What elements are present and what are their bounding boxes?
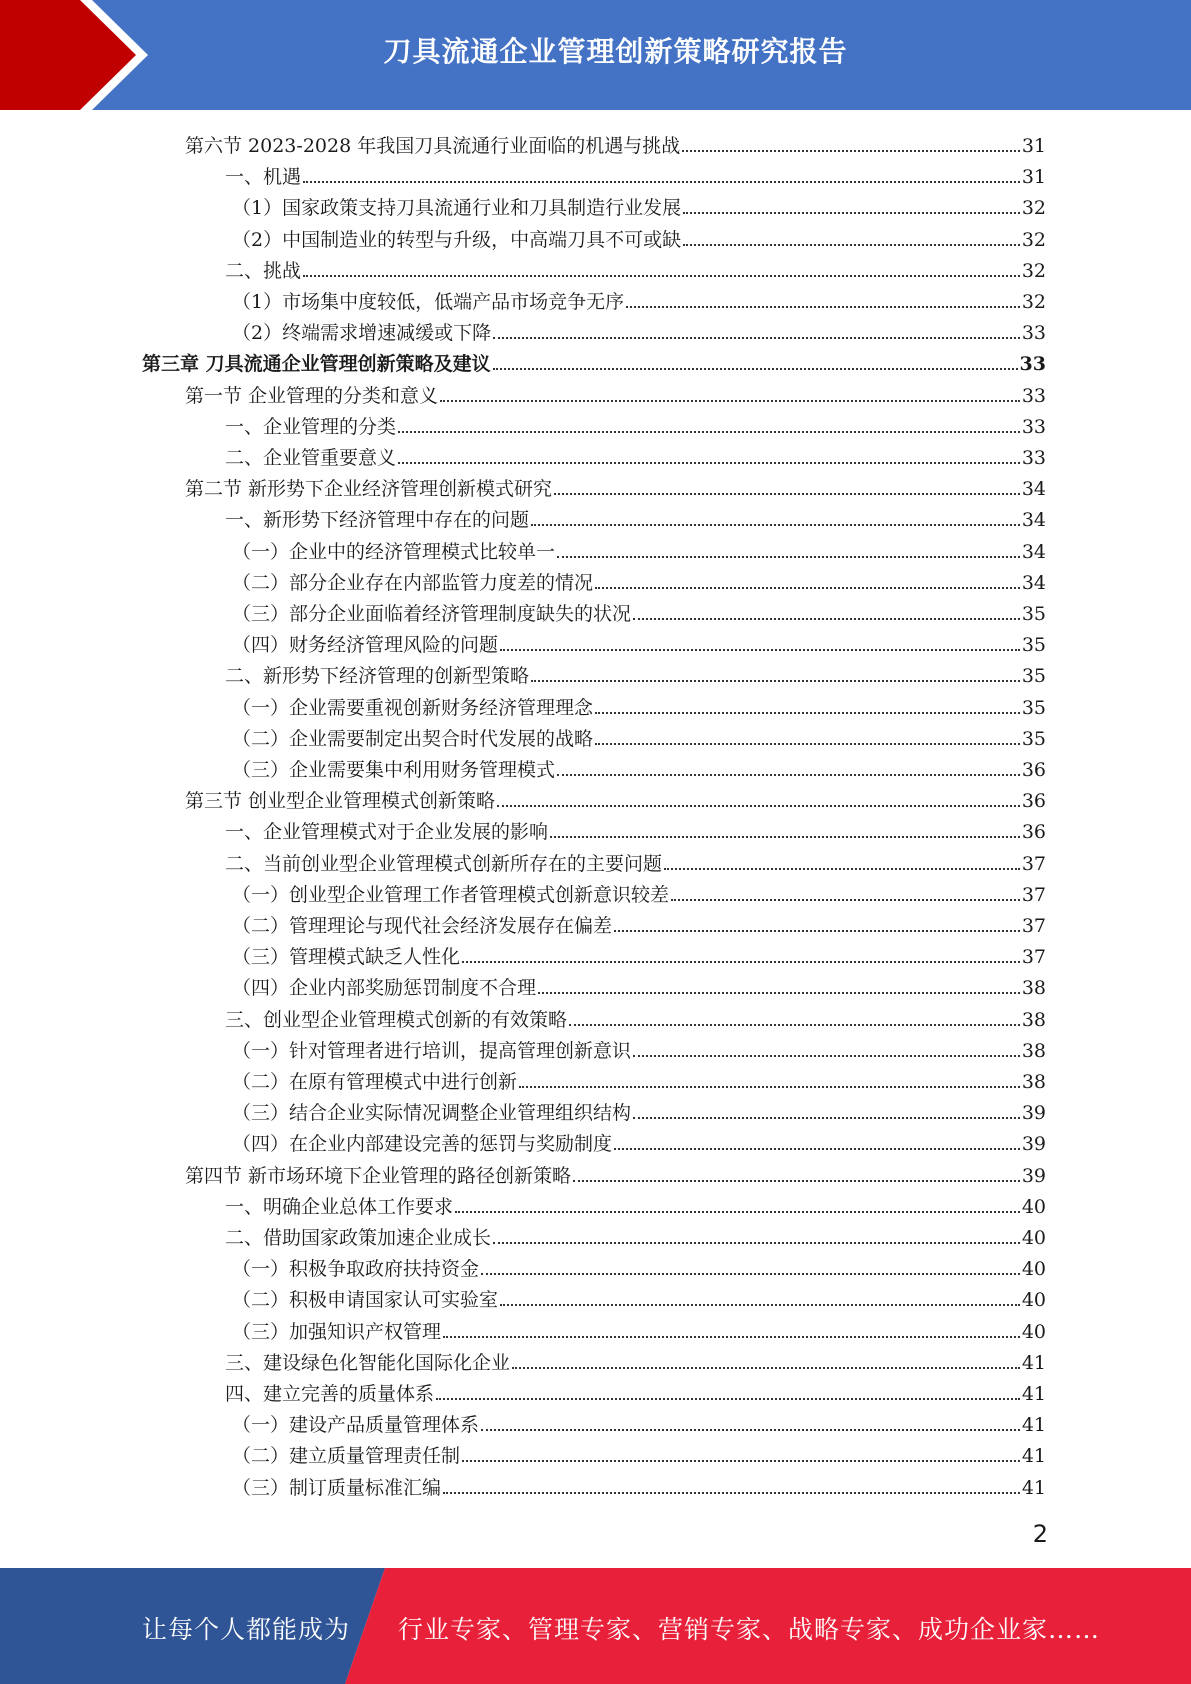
toc-entry[interactable]: [232, 1313, 1046, 1344]
toc-entry-page: 41: [1021, 1383, 1046, 1405]
toc-dot-leader: [481, 1273, 1020, 1275]
toc-entry-title: 二、借助国家政策加速企业成长: [225, 1227, 492, 1249]
toc-dot-leader: [614, 930, 1020, 932]
toc-entry-page: 31: [1021, 166, 1046, 189]
toc-entry-title: （一）建设产品质量管理体系: [232, 1414, 480, 1437]
toc-entry-page: 41: [1021, 1445, 1046, 1468]
toc-dot-leader: [398, 431, 1020, 433]
toc-entry-page: 41: [1021, 1414, 1046, 1437]
toc-entry[interactable]: [232, 720, 1046, 751]
toc-entry[interactable]: [232, 283, 1046, 314]
toc-entry-page: 33: [1021, 322, 1046, 345]
toc-dot-leader: [443, 1336, 1020, 1338]
toc-entry-title: （二）管理理论与现代社会经济发展存在偏差: [232, 915, 613, 937]
toc-entry[interactable]: [225, 439, 1046, 470]
toc-entry-title: 一、新形势下经济管理中存在的问题: [225, 509, 530, 532]
toc-entry[interactable]: [225, 1188, 1046, 1219]
toc-entry-page: 41: [1021, 1476, 1046, 1499]
toc-entry-page: 34: [1021, 540, 1046, 563]
toc-entry[interactable]: [232, 1406, 1046, 1437]
toc-entry[interactable]: [232, 907, 1046, 938]
toc-entry-page: 37: [1021, 883, 1046, 906]
toc-dot-leader: [633, 618, 1020, 620]
toc-dot-leader: [436, 1398, 1020, 1400]
toc-entry-page: 33: [1021, 447, 1046, 469]
toc-entry-title: （1）国家政策支持刀具流通行业和刀具制造行业发展: [232, 197, 682, 220]
toc-dot-leader: [519, 1086, 1020, 1088]
toc-entry-title: （一）企业中的经济管理模式比较单一: [232, 540, 556, 563]
toc-dot-leader: [664, 868, 1020, 870]
toc-entry-page: 37: [1021, 946, 1046, 969]
toc-entry[interactable]: [225, 1001, 1046, 1032]
toc-entry-page: 38: [1021, 1008, 1046, 1031]
toc-entry-title: （一）企业需要重视创新财务经济管理理念: [232, 696, 594, 719]
toc-dot-leader: [462, 961, 1020, 963]
toc-entry-page: 33: [1021, 384, 1046, 407]
toc-entry-title: 第三章 刀具流通企业管理创新策略及建议: [142, 353, 491, 376]
toc-dot-leader: [462, 1460, 1020, 1462]
toc-entry[interactable]: [225, 845, 1046, 876]
toc-entry-page: 35: [1021, 665, 1046, 688]
toc-entry-page: 31: [1021, 135, 1046, 157]
toc-entry-page: 38: [1021, 977, 1046, 1000]
toc-dot-leader: [557, 556, 1020, 558]
toc-entry[interactable]: [185, 127, 1046, 158]
toc-entry[interactable]: [225, 501, 1046, 532]
toc-entry-title: （一）创业型企业管理工作者管理模式创新意识较差: [232, 883, 670, 906]
toc-entry-title: 二、企业管重要意义: [225, 447, 397, 469]
toc-entry-title: （一）积极争取政府扶持资金: [232, 1258, 480, 1281]
toc-entry-title: 第一节 企业管理的分类和意义: [185, 384, 439, 407]
toc-dot-leader: [682, 150, 1020, 152]
toc-dot-leader: [633, 1055, 1020, 1057]
toc-entry-title: 第四节 新市场环境下企业管理的路径创新策略: [185, 1164, 572, 1187]
toc-entry-title: （二）在原有管理模式中进行创新: [232, 1071, 518, 1093]
toc-entry[interactable]: [142, 345, 1046, 376]
toc-entry[interactable]: [232, 221, 1046, 252]
toc-entry-page: 35: [1021, 696, 1046, 719]
toc-dot-leader: [550, 836, 1020, 838]
toc-entry-page: 34: [1021, 571, 1046, 594]
toc-entry[interactable]: [232, 314, 1046, 345]
page-number: 2: [1032, 1520, 1048, 1548]
toc-dot-leader: [614, 1148, 1020, 1150]
toc-entry[interactable]: [185, 1157, 1046, 1188]
toc-entry[interactable]: [225, 1344, 1046, 1375]
footer-banner: [0, 1568, 1191, 1684]
toc-entry-page: 39: [1021, 1164, 1046, 1187]
toc-entry-page: 40: [1021, 1227, 1046, 1249]
header-band: [0, 0, 1191, 110]
toc-entry[interactable]: [232, 564, 1046, 595]
toc-entry[interactable]: [232, 1032, 1046, 1063]
toc-dot-leader: [569, 1024, 1020, 1026]
toc-entry-title: （二）部分企业存在内部监管力度差的情况: [232, 571, 594, 594]
toc-entry-page: 35: [1021, 603, 1046, 625]
toc-entry-title: （四）企业内部奖励惩罚制度不合理: [232, 977, 537, 1000]
toc-entry[interactable]: [225, 1219, 1046, 1250]
toc-dot-leader: [493, 1242, 1020, 1244]
toc-entry[interactable]: [232, 876, 1046, 907]
toc-entry-title: 一、企业管理的分类: [225, 415, 397, 438]
toc-dot-leader: [554, 493, 1020, 495]
toc-dot-leader: [671, 899, 1020, 901]
toc-dot-leader: [633, 1117, 1020, 1119]
toc-dot-leader: [500, 1304, 1020, 1306]
toc-entry-title: （三）部分企业面临着经济管理制度缺失的状况: [232, 603, 632, 625]
toc-entry-page: 38: [1021, 1039, 1046, 1062]
toc-entry-page: 32: [1021, 228, 1046, 251]
toc-entry-title: （三）结合企业实际情况调整企业管理组织结构: [232, 1102, 632, 1125]
toc-entry-title: （二）积极申请国家认可实验室: [232, 1289, 499, 1312]
toc-dot-leader: [683, 244, 1020, 246]
toc-entry-page: 40: [1021, 1195, 1046, 1218]
toc-entry-title: （二）企业需要制定出契合时代发展的战略: [232, 727, 594, 750]
footer-slogan-left: 让每个人都能成为: [142, 1615, 351, 1644]
toc-dot-leader: [538, 992, 1020, 994]
toc-dot-leader: [303, 181, 1020, 183]
toc-dot-leader: [497, 805, 1020, 807]
toc-entry[interactable]: [232, 626, 1046, 657]
toc-entry[interactable]: [232, 1281, 1046, 1312]
toc-entry-page: 34: [1021, 478, 1046, 501]
toc-entry-page: 34: [1021, 509, 1046, 532]
toc-entry-title: 二、新形势下经济管理的创新型策略: [225, 665, 530, 688]
toc-entry[interactable]: [232, 533, 1046, 564]
toc-entry-title: （三）加强知识产权管理: [232, 1320, 442, 1343]
footer-slogan-right: 行业专家、管理专家、营销专家、战略专家、成功企业家……: [398, 1615, 1101, 1644]
toc-entry[interactable]: [232, 1469, 1046, 1500]
toc-entry-title: （2）中国制造业的转型与升级，中高端刀具不可或缺: [232, 228, 682, 251]
toc-entry-title: （三）企业需要集中利用财务管理模式: [232, 759, 556, 781]
toc-dot-leader: [443, 1492, 1020, 1494]
toc-dot-leader: [303, 275, 1020, 277]
toc-entry-page: 36: [1021, 821, 1046, 844]
toc-entry[interactable]: [225, 1375, 1046, 1406]
toc-entry[interactable]: [232, 1437, 1046, 1468]
toc-entry-title: （四）在企业内部建设完善的惩罚与奖励制度: [232, 1133, 613, 1156]
toc-entry[interactable]: [232, 189, 1046, 220]
toc-entry[interactable]: [225, 408, 1046, 439]
toc-entry-page: 32: [1021, 291, 1046, 313]
report-title: 刀具流通企业管理创新策略研究报告: [383, 35, 848, 68]
toc-dot-leader: [595, 587, 1020, 589]
toc-dot-leader: [573, 1180, 1020, 1182]
toc-entry[interactable]: [185, 470, 1046, 501]
toc-dot-leader: [595, 743, 1020, 745]
toc-entry[interactable]: [225, 813, 1046, 844]
toc-entry-title: （三）制订质量标准汇编: [232, 1476, 442, 1499]
toc-entry-title: 四、建立完善的质量体系: [225, 1383, 435, 1405]
toc-dot-leader: [493, 368, 1018, 370]
toc-dot-leader: [531, 524, 1020, 526]
toc-entry-page: 40: [1021, 1320, 1046, 1343]
toc-dot-leader: [493, 337, 1020, 339]
toc-dot-leader: [398, 462, 1020, 464]
toc-entry-title: 一、企业管理模式对于企业发展的影响: [225, 821, 549, 844]
toc-entry-page: 32: [1021, 197, 1046, 220]
toc-dot-leader: [531, 680, 1020, 682]
toc-entry-page: 35: [1021, 634, 1046, 657]
toc-entry-page: 38: [1021, 1071, 1046, 1093]
toc-entry[interactable]: [225, 657, 1046, 688]
toc-entry[interactable]: [225, 252, 1046, 283]
toc-entry-page: 33: [1021, 415, 1046, 438]
toc-entry[interactable]: [232, 1094, 1046, 1125]
toc-entry-title: 二、当前创业型企业管理模式创新所存在的主要问题: [225, 852, 663, 875]
toc-dot-leader: [626, 306, 1020, 308]
toc-entry[interactable]: [185, 377, 1046, 408]
toc-entry-page: 37: [1021, 852, 1046, 875]
toc-entry-page: 32: [1021, 259, 1046, 282]
toc-entry-page: 39: [1021, 1133, 1046, 1156]
toc-entry[interactable]: [232, 595, 1046, 626]
toc-entry-page: 33: [1019, 353, 1046, 376]
toc-dot-leader: [500, 649, 1020, 651]
toc-entry-title: 第六节 2023-2028 年我国刀具流通行业面临的机遇与挑战: [185, 135, 681, 157]
toc-entry-title: 三、建设绿色化智能化国际化企业: [225, 1351, 511, 1374]
toc-entry[interactable]: [232, 1125, 1046, 1156]
toc-entry-title: 第二节 新形势下企业经济管理创新模式研究: [185, 478, 553, 501]
toc-dot-leader: [455, 1211, 1020, 1213]
toc-entry-page: 40: [1021, 1289, 1046, 1312]
toc-entry-title: 第三节 创业型企业管理模式创新策略: [185, 790, 496, 813]
toc-entry-page: 36: [1021, 790, 1046, 813]
toc-entry-page: 41: [1021, 1351, 1046, 1374]
toc-entry-title: （2）终端需求增速减缓或下降: [232, 322, 492, 345]
toc-entry-title: （三）管理模式缺乏人性化: [232, 946, 461, 969]
toc-dot-leader: [440, 400, 1020, 402]
toc-entry[interactable]: [225, 158, 1046, 189]
toc-entry[interactable]: [232, 938, 1046, 969]
toc-entry-title: 二、挑战: [225, 259, 302, 282]
toc-entry-page: 39: [1021, 1102, 1046, 1125]
toc-entry-page: 36: [1021, 759, 1046, 781]
toc-entry[interactable]: [232, 1250, 1046, 1281]
toc-entry-title: （二）建立质量管理责任制: [232, 1445, 461, 1468]
toc-dot-leader: [512, 1367, 1020, 1369]
toc-dot-leader: [683, 212, 1020, 214]
toc-entry[interactable]: [232, 689, 1046, 720]
toc-entry[interactable]: [232, 1063, 1046, 1094]
toc-entry-page: 40: [1021, 1258, 1046, 1281]
toc-entry[interactable]: [185, 782, 1046, 813]
toc-dot-leader: [481, 1429, 1020, 1431]
toc-entry-title: （一）针对管理者进行培训，提高管理创新意识: [232, 1039, 632, 1062]
toc-entry-page: 37: [1021, 915, 1046, 937]
toc-dot-leader: [557, 774, 1020, 776]
toc-entry[interactable]: [232, 751, 1046, 782]
toc-entry-title: 三、创业型企业管理模式创新的有效策略: [225, 1008, 568, 1031]
toc-entry-title: （1）市场集中度较低，低端产品市场竞争无序: [232, 291, 625, 313]
toc-entry-title: （四）财务经济管理风险的问题: [232, 634, 499, 657]
toc-dot-leader: [595, 712, 1020, 714]
toc-entry-title: 一、明确企业总体工作要求: [225, 1195, 454, 1218]
toc-entry-title: 一、机遇: [225, 166, 302, 189]
toc-entry[interactable]: [232, 969, 1046, 1000]
toc-entry-page: 35: [1021, 727, 1046, 750]
